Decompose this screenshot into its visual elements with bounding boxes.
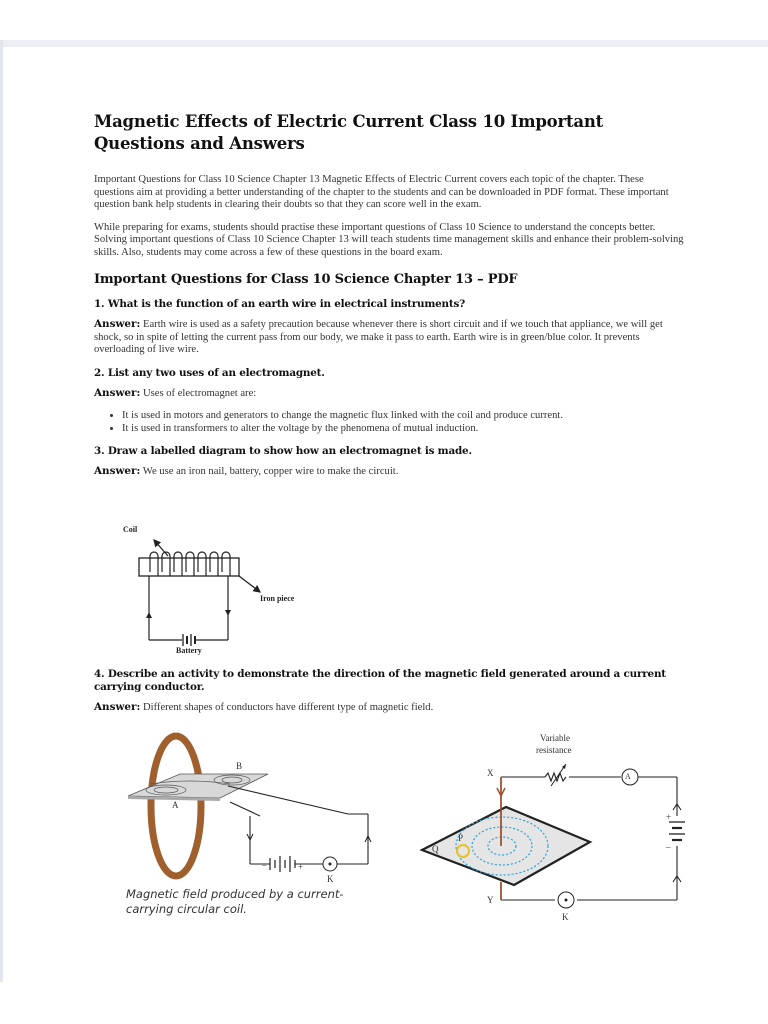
coil-label: Coil xyxy=(123,525,138,534)
variable-resistance-label-line1: Variable xyxy=(540,733,570,743)
ammeter-label: A xyxy=(625,772,631,781)
circular-coil-circuit-icon xyxy=(120,726,390,886)
answer-label: Answer: xyxy=(94,318,141,331)
electromagnet-circuit-icon xyxy=(110,522,310,657)
electromagnet-diagram xyxy=(110,522,310,657)
figure-caption-line2: carrying circular coil. xyxy=(126,902,247,916)
document-content xyxy=(94,111,684,479)
answer-label: Answer: xyxy=(94,701,141,713)
uses-list xyxy=(94,409,684,435)
label-b: B xyxy=(236,761,243,771)
question-4: 4. Describe an activity to demonstrate the direction of the magnetic field generated around a current carrying conductor. xyxy=(94,668,666,693)
question-3: 3. Draw a labelled diagram to show how an electromagnet is made. xyxy=(94,444,472,457)
circular-coil-diagram xyxy=(120,726,390,921)
plus-label: + xyxy=(298,862,304,872)
iron-piece-label: Iron piece xyxy=(260,594,295,603)
answer-label: Answer: xyxy=(94,465,141,478)
label-k: K xyxy=(562,912,569,922)
answer-4: Answer: Different shapes of conductors have different type of magnetic field. xyxy=(94,701,434,713)
question-2: 2. List any two uses of an electromagnet. xyxy=(94,366,325,379)
label-p: P xyxy=(458,833,464,843)
answer-2: Answer: Uses of electromagnet are: xyxy=(94,387,257,400)
question-4-block xyxy=(94,668,684,715)
intro-paragraph: Important Questions for Class 10 Science Chapter 13 Magnetic Effects of Electric Current covers each topic of the chapter. These questions aim at providing a better understanding of the chapter to the students and can be downloaded in PDF format. These important question bank help students in clearing their doubts so that they can score well in the exam. xyxy=(94,174,669,211)
label-x: X xyxy=(487,768,494,778)
straight-conductor-diagram xyxy=(410,718,700,928)
answer-3: Answer: We use an iron nail, battery, copper wire to make the circuit. xyxy=(94,465,399,478)
minus-label: – xyxy=(262,860,267,870)
battery-minus-label: – xyxy=(666,842,671,852)
variable-resistance-label-line2: resistance xyxy=(536,745,572,755)
list-item: • It is used in transformers to alter the voltage by the phenomena of mutual induction. xyxy=(122,422,684,435)
answer-1: Answer: Earth wire is used as a safety precaution because whenever there is short circuit and if we touch that appliance, we will get shock, so in spite of letting the current pass from our body, we make it pass to earth. Earth wire is in green/blue color. It prevents overloading of live wire. xyxy=(94,318,663,356)
battery-label: Battery xyxy=(176,646,202,655)
battery-plus-label: + xyxy=(666,812,672,822)
page-title: Magnetic Effects of Electric Current Class 10 Important Questions and Answers xyxy=(94,112,604,153)
label-q: Q xyxy=(432,844,439,854)
list-item: • It is used in motors and generators to change the magnetic flux linked with the coil and produce current. xyxy=(122,409,684,422)
intro-paragraph: While preparing for exams, students should practise these important questions of Class 10 Science to understand the concepts better. Solving important questions of Class 10 Science Chapter 13 will teach students time management skills and enhance their problem-solving skills. Also, students may come across a few of these questions in the board exam. xyxy=(94,221,684,258)
question-1: 1. What is the function of an earth wire in electrical instruments? xyxy=(94,297,466,310)
label-k: K xyxy=(327,874,334,884)
label-a: A xyxy=(172,800,179,810)
answer-label: Answer: xyxy=(94,387,141,400)
section-heading: Important Questions for Class 10 Science Chapter 13 – PDF xyxy=(94,271,518,287)
label-y: Y xyxy=(487,895,494,905)
viewer-top-border xyxy=(0,40,768,47)
figure-caption-line1: Magnetic field produced by a current- xyxy=(126,887,344,901)
